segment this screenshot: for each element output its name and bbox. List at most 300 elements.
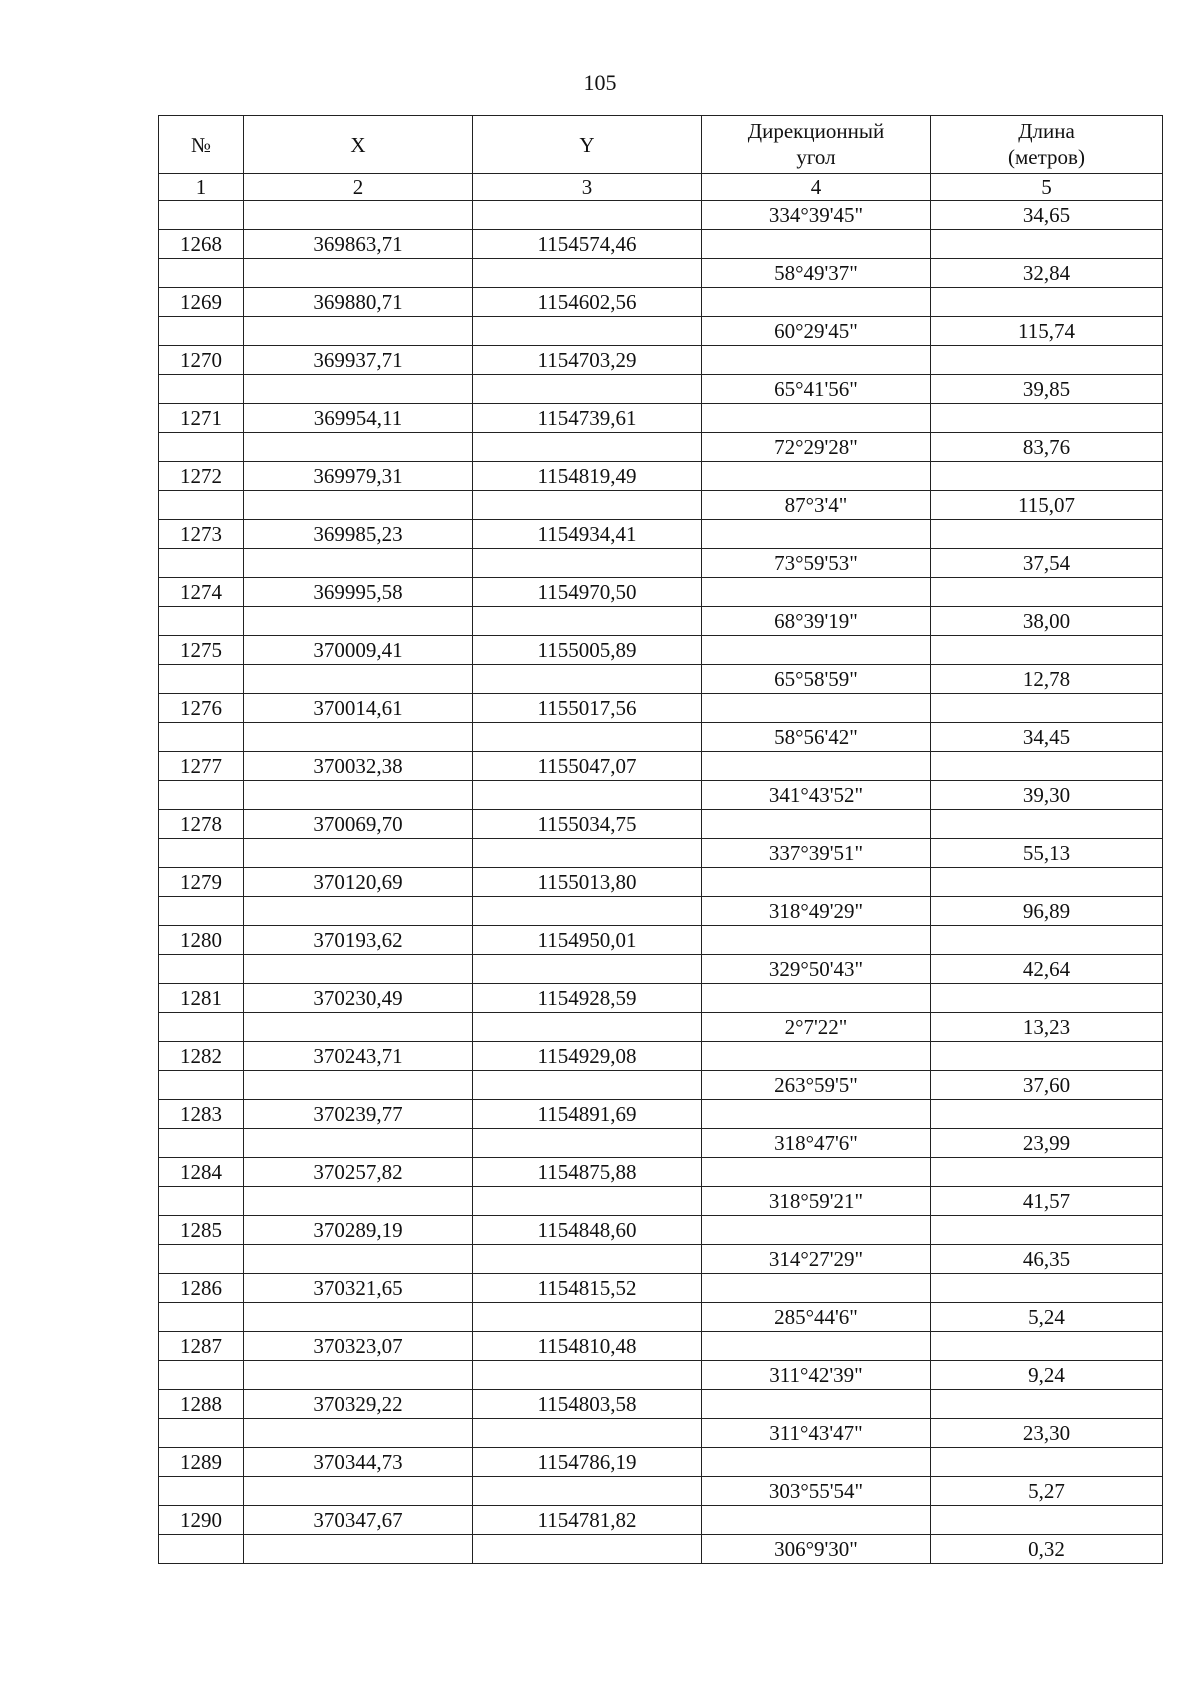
point-row <box>159 404 1163 433</box>
cell-y: 1155047,07 <box>473 752 702 781</box>
cell-y <box>473 839 702 868</box>
cell-length: 96,89 <box>931 897 1163 926</box>
segment-row <box>159 317 1163 346</box>
header-angle-line-2: угол <box>796 145 836 169</box>
cell-y <box>473 259 702 288</box>
cell-y <box>473 549 702 578</box>
cell-y <box>473 723 702 752</box>
cell-num: 1283 <box>159 1100 244 1129</box>
segment-row <box>159 1245 1163 1274</box>
cell-x: 370289,19 <box>244 1216 473 1245</box>
cell-num: 1274 <box>159 578 244 607</box>
cell-x: 370069,70 <box>244 810 473 839</box>
cell-y: 1154934,41 <box>473 520 702 549</box>
column-number: 4 <box>702 174 931 201</box>
cell-x <box>244 1535 473 1564</box>
segment-row <box>159 665 1163 694</box>
cell-length <box>931 520 1163 549</box>
cell-length <box>931 1448 1163 1477</box>
cell-y: 1155034,75 <box>473 810 702 839</box>
cell-length <box>931 346 1163 375</box>
cell-length: 23,99 <box>931 1129 1163 1158</box>
cell-length <box>931 1042 1163 1071</box>
cell-angle <box>702 1390 931 1419</box>
cell-num: 1279 <box>159 868 244 897</box>
cell-length: 42,64 <box>931 955 1163 984</box>
cell-y <box>473 781 702 810</box>
column-number: 5 <box>931 174 1163 201</box>
point-row <box>159 1158 1163 1187</box>
cell-y: 1155017,56 <box>473 694 702 723</box>
cell-y <box>473 1361 702 1390</box>
cell-x <box>244 1071 473 1100</box>
cell-x: 369979,31 <box>244 462 473 491</box>
point-row <box>159 984 1163 1013</box>
cell-angle <box>702 1158 931 1187</box>
cell-angle <box>702 984 931 1013</box>
cell-x <box>244 491 473 520</box>
cell-x: 370321,65 <box>244 1274 473 1303</box>
cell-y: 1154875,88 <box>473 1158 702 1187</box>
point-row <box>159 1100 1163 1129</box>
cell-length: 13,23 <box>931 1013 1163 1042</box>
cell-angle <box>702 1506 931 1535</box>
segment-row <box>159 1535 1163 1564</box>
point-row <box>159 1332 1163 1361</box>
cell-length <box>931 984 1163 1013</box>
cell-x <box>244 1477 473 1506</box>
cell-angle <box>702 810 931 839</box>
cell-length: 39,85 <box>931 375 1163 404</box>
cell-num <box>159 317 244 346</box>
cell-num: 1270 <box>159 346 244 375</box>
point-row <box>159 1274 1163 1303</box>
cell-angle: 314°27'29" <box>702 1245 931 1274</box>
cell-x: 369995,58 <box>244 578 473 607</box>
point-row <box>159 1506 1163 1535</box>
segment-row <box>159 375 1163 404</box>
cell-num: 1271 <box>159 404 244 433</box>
segment-row <box>159 723 1163 752</box>
point-row <box>159 1448 1163 1477</box>
header-x: X <box>244 116 473 174</box>
cell-angle <box>702 1042 931 1071</box>
cell-num <box>159 665 244 694</box>
cell-angle: 329°50'43" <box>702 955 931 984</box>
cell-length <box>931 868 1163 897</box>
point-row <box>159 1216 1163 1245</box>
cell-x <box>244 723 473 752</box>
cell-y: 1154810,48 <box>473 1332 702 1361</box>
cell-length <box>931 1100 1163 1129</box>
cell-y: 1154950,01 <box>473 926 702 955</box>
cell-x <box>244 781 473 810</box>
cell-length: 5,27 <box>931 1477 1163 1506</box>
cell-length: 41,57 <box>931 1187 1163 1216</box>
cell-num <box>159 433 244 462</box>
segment-row <box>159 839 1163 868</box>
cell-angle: 311°42'39" <box>702 1361 931 1390</box>
cell-x: 370230,49 <box>244 984 473 1013</box>
cell-length <box>931 1216 1163 1245</box>
header-length <box>931 116 1163 174</box>
cell-angle: 58°49'37" <box>702 259 931 288</box>
cell-y: 1154928,59 <box>473 984 702 1013</box>
column-number-row <box>159 174 1163 201</box>
cell-length: 23,30 <box>931 1419 1163 1448</box>
cell-x <box>244 549 473 578</box>
cell-x <box>244 1187 473 1216</box>
cell-x <box>244 1129 473 1158</box>
cell-num: 1269 <box>159 288 244 317</box>
cell-y <box>473 665 702 694</box>
cell-angle: 285°44'6" <box>702 1303 931 1332</box>
segment-row <box>159 201 1163 230</box>
cell-num: 1280 <box>159 926 244 955</box>
cell-x <box>244 1419 473 1448</box>
cell-x: 369985,23 <box>244 520 473 549</box>
segment-row <box>159 1187 1163 1216</box>
cell-angle <box>702 346 931 375</box>
column-number: 2 <box>244 174 473 201</box>
cell-y <box>473 1303 702 1332</box>
cell-angle <box>702 868 931 897</box>
cell-length <box>931 636 1163 665</box>
cell-angle <box>702 1332 931 1361</box>
cell-num: 1287 <box>159 1332 244 1361</box>
cell-num <box>159 1477 244 1506</box>
cell-angle <box>702 288 931 317</box>
table-body <box>159 201 1163 1564</box>
cell-angle: 60°29'45" <box>702 317 931 346</box>
cell-num <box>159 607 244 636</box>
cell-y <box>473 491 702 520</box>
segment-row <box>159 781 1163 810</box>
cell-angle: 318°59'21" <box>702 1187 931 1216</box>
cell-y: 1154574,46 <box>473 230 702 259</box>
cell-x: 369937,71 <box>244 346 473 375</box>
cell-x <box>244 839 473 868</box>
segment-row <box>159 607 1163 636</box>
cell-length: 37,60 <box>931 1071 1163 1100</box>
cell-y <box>473 1129 702 1158</box>
cell-length <box>931 1274 1163 1303</box>
cell-angle: 334°39'45" <box>702 201 931 230</box>
cell-y: 1154819,49 <box>473 462 702 491</box>
cell-length <box>931 1158 1163 1187</box>
cell-x: 370032,38 <box>244 752 473 781</box>
cell-x <box>244 375 473 404</box>
cell-length <box>931 230 1163 259</box>
segment-row <box>159 491 1163 520</box>
cell-x: 370347,67 <box>244 1506 473 1535</box>
point-row <box>159 636 1163 665</box>
cell-angle: 65°41'56" <box>702 375 931 404</box>
cell-length <box>931 1332 1163 1361</box>
cell-angle: 318°49'29" <box>702 897 931 926</box>
cell-x: 370257,82 <box>244 1158 473 1187</box>
cell-y: 1154786,19 <box>473 1448 702 1477</box>
segment-row <box>159 1303 1163 1332</box>
cell-num: 1286 <box>159 1274 244 1303</box>
cell-num: 1281 <box>159 984 244 1013</box>
cell-length: 5,24 <box>931 1303 1163 1332</box>
cell-y: 1154891,69 <box>473 1100 702 1129</box>
cell-length: 32,84 <box>931 259 1163 288</box>
cell-y <box>473 1419 702 1448</box>
point-row <box>159 288 1163 317</box>
cell-num: 1276 <box>159 694 244 723</box>
cell-num <box>159 549 244 578</box>
cell-num: 1289 <box>159 1448 244 1477</box>
cell-length <box>931 1390 1163 1419</box>
column-number: 1 <box>159 174 244 201</box>
cell-x <box>244 1361 473 1390</box>
cell-length: 37,54 <box>931 549 1163 578</box>
cell-num: 1268 <box>159 230 244 259</box>
column-number: 3 <box>473 174 702 201</box>
segment-row <box>159 1477 1163 1506</box>
cell-x: 370009,41 <box>244 636 473 665</box>
cell-angle <box>702 230 931 259</box>
cell-num <box>159 1187 244 1216</box>
cell-length <box>931 1506 1163 1535</box>
header-y: Y <box>473 116 702 174</box>
cell-length <box>931 404 1163 433</box>
segment-row <box>159 433 1163 462</box>
cell-num <box>159 1129 244 1158</box>
segment-row <box>159 259 1163 288</box>
header-length-line-1: Длина <box>1018 119 1075 143</box>
point-row <box>159 868 1163 897</box>
cell-x <box>244 1245 473 1274</box>
segment-row <box>159 1071 1163 1100</box>
header-num: № <box>159 116 244 174</box>
header-length-line-2: (метров) <box>1008 145 1085 169</box>
point-row <box>159 694 1163 723</box>
cell-num <box>159 897 244 926</box>
cell-x <box>244 1013 473 1042</box>
cell-length <box>931 288 1163 317</box>
cell-x: 370344,73 <box>244 1448 473 1477</box>
cell-length: 115,07 <box>931 491 1163 520</box>
segment-row <box>159 1419 1163 1448</box>
segment-row <box>159 1013 1163 1042</box>
point-row <box>159 462 1163 491</box>
point-row <box>159 752 1163 781</box>
segment-row <box>159 897 1163 926</box>
cell-y <box>473 1245 702 1274</box>
cell-angle <box>702 636 931 665</box>
cell-angle: 311°43'47" <box>702 1419 931 1448</box>
cell-y <box>473 1477 702 1506</box>
point-row <box>159 520 1163 549</box>
cell-y: 1155013,80 <box>473 868 702 897</box>
cell-num <box>159 723 244 752</box>
cell-length <box>931 810 1163 839</box>
cell-length: 39,30 <box>931 781 1163 810</box>
page-number: 105 <box>583 70 617 95</box>
point-row <box>159 346 1163 375</box>
cell-x: 370329,22 <box>244 1390 473 1419</box>
cell-num <box>159 1361 244 1390</box>
cell-length: 9,24 <box>931 1361 1163 1390</box>
cell-num: 1278 <box>159 810 244 839</box>
cell-x <box>244 259 473 288</box>
cell-x <box>244 201 473 230</box>
cell-angle: 303°55'54" <box>702 1477 931 1506</box>
cell-x: 369880,71 <box>244 288 473 317</box>
cell-angle <box>702 520 931 549</box>
cell-x <box>244 897 473 926</box>
cell-length <box>931 694 1163 723</box>
cell-angle: 68°39'19" <box>702 607 931 636</box>
cell-angle <box>702 1100 931 1129</box>
cell-angle <box>702 1448 931 1477</box>
cell-num: 1282 <box>159 1042 244 1071</box>
cell-length: 55,13 <box>931 839 1163 868</box>
cell-length: 34,65 <box>931 201 1163 230</box>
cell-y <box>473 375 702 404</box>
cell-x <box>244 665 473 694</box>
cell-angle: 341°43'52" <box>702 781 931 810</box>
point-row <box>159 926 1163 955</box>
cell-y <box>473 607 702 636</box>
cell-angle <box>702 752 931 781</box>
cell-num <box>159 839 244 868</box>
cell-y <box>473 1187 702 1216</box>
cell-angle: 73°59'53" <box>702 549 931 578</box>
cell-length <box>931 578 1163 607</box>
segment-row <box>159 955 1163 984</box>
cell-x: 370323,07 <box>244 1332 473 1361</box>
cell-y: 1154703,29 <box>473 346 702 375</box>
cell-num <box>159 491 244 520</box>
cell-angle <box>702 578 931 607</box>
cell-y: 1154929,08 <box>473 1042 702 1071</box>
cell-x <box>244 607 473 636</box>
cell-y <box>473 1013 702 1042</box>
segment-row <box>159 1129 1163 1158</box>
cell-num <box>159 201 244 230</box>
cell-y <box>473 433 702 462</box>
cell-length: 0,32 <box>931 1535 1163 1564</box>
cell-num <box>159 259 244 288</box>
cell-angle <box>702 926 931 955</box>
cell-num: 1275 <box>159 636 244 665</box>
segment-row <box>159 1361 1163 1390</box>
cell-y: 1154803,58 <box>473 1390 702 1419</box>
cell-num: 1277 <box>159 752 244 781</box>
cell-num: 1273 <box>159 520 244 549</box>
cell-y <box>473 955 702 984</box>
cell-num <box>159 781 244 810</box>
cell-num <box>159 1071 244 1100</box>
cell-x: 370120,69 <box>244 868 473 897</box>
cell-num <box>159 1013 244 1042</box>
cell-length <box>931 926 1163 955</box>
cell-y <box>473 1071 702 1100</box>
cell-num <box>159 1535 244 1564</box>
cell-x <box>244 1303 473 1332</box>
cell-length: 38,00 <box>931 607 1163 636</box>
cell-angle <box>702 694 931 723</box>
header-angle <box>702 116 931 174</box>
cell-angle: 58°56'42" <box>702 723 931 752</box>
cell-num <box>159 1419 244 1448</box>
cell-y: 1154848,60 <box>473 1216 702 1245</box>
cell-y <box>473 1535 702 1564</box>
cell-y: 1155005,89 <box>473 636 702 665</box>
point-row <box>159 810 1163 839</box>
point-row <box>159 230 1163 259</box>
point-row <box>159 1390 1163 1419</box>
cell-x: 370193,62 <box>244 926 473 955</box>
cell-y: 1154781,82 <box>473 1506 702 1535</box>
cell-length <box>931 462 1163 491</box>
cell-num: 1285 <box>159 1216 244 1245</box>
cell-x: 370014,61 <box>244 694 473 723</box>
cell-num: 1272 <box>159 462 244 491</box>
cell-angle: 2°7'22" <box>702 1013 931 1042</box>
cell-length: 115,74 <box>931 317 1163 346</box>
header-row <box>159 116 1163 174</box>
cell-num: 1288 <box>159 1390 244 1419</box>
cell-angle: 263°59'5" <box>702 1071 931 1100</box>
cell-x: 370239,77 <box>244 1100 473 1129</box>
cell-y: 1154739,61 <box>473 404 702 433</box>
cell-y <box>473 897 702 926</box>
cell-num: 1290 <box>159 1506 244 1535</box>
cell-y: 1154970,50 <box>473 578 702 607</box>
cell-angle: 306°9'30" <box>702 1535 931 1564</box>
cell-num: 1284 <box>159 1158 244 1187</box>
cell-angle: 72°29'28" <box>702 433 931 462</box>
cell-x <box>244 955 473 984</box>
cell-y <box>473 201 702 230</box>
cell-num <box>159 1245 244 1274</box>
cell-length: 12,78 <box>931 665 1163 694</box>
point-row <box>159 1042 1163 1071</box>
cell-x: 369863,71 <box>244 230 473 259</box>
cell-angle <box>702 404 931 433</box>
cell-num <box>159 1303 244 1332</box>
cell-y <box>473 317 702 346</box>
cell-x: 369954,11 <box>244 404 473 433</box>
cell-x <box>244 317 473 346</box>
cell-angle <box>702 1274 931 1303</box>
coordinates-table <box>158 115 1163 1564</box>
point-row <box>159 578 1163 607</box>
cell-angle: 318°47'6" <box>702 1129 931 1158</box>
cell-num <box>159 375 244 404</box>
cell-length <box>931 752 1163 781</box>
cell-length: 34,45 <box>931 723 1163 752</box>
cell-y: 1154602,56 <box>473 288 702 317</box>
cell-angle <box>702 462 931 491</box>
cell-angle: 65°58'59" <box>702 665 931 694</box>
cell-angle: 337°39'51" <box>702 839 931 868</box>
cell-x: 370243,71 <box>244 1042 473 1071</box>
cell-num <box>159 955 244 984</box>
cell-y: 1154815,52 <box>473 1274 702 1303</box>
header-angle-line-1: Дирекционный <box>747 119 885 143</box>
cell-x <box>244 433 473 462</box>
segment-row <box>159 549 1163 578</box>
cell-angle <box>702 1216 931 1245</box>
cell-length: 83,76 <box>931 433 1163 462</box>
cell-length: 46,35 <box>931 1245 1163 1274</box>
